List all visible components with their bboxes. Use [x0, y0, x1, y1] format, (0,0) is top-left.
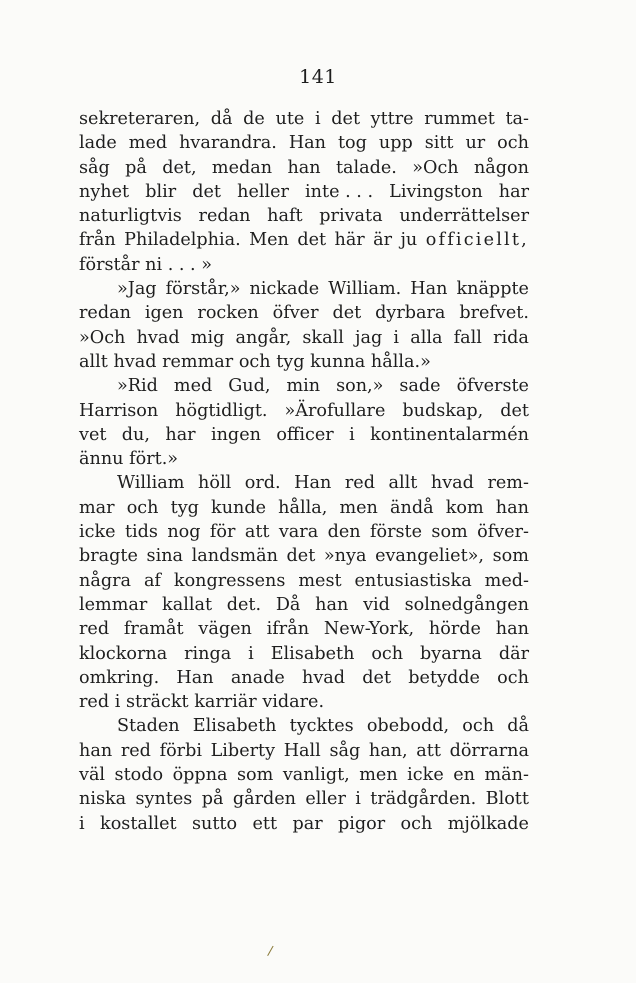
word: förbi	[159, 740, 202, 761]
word: här	[334, 230, 365, 251]
word: har	[498, 181, 529, 202]
text-line	[79, 301, 529, 325]
text-line	[79, 277, 529, 301]
word: Han	[176, 667, 214, 688]
word: icke	[79, 522, 116, 543]
word: red	[120, 740, 151, 761]
word: ord.	[244, 473, 281, 494]
word: blir	[145, 181, 177, 202]
word: kongressens	[173, 570, 286, 591]
word: förstår,»	[165, 279, 241, 300]
word: Han	[294, 473, 332, 494]
word: män-	[484, 765, 529, 786]
word: betydde	[408, 667, 480, 688]
text-line	[79, 812, 529, 836]
word: tog	[337, 133, 367, 154]
word: det.	[226, 594, 262, 615]
word: alla	[410, 327, 443, 348]
word: öfverste	[456, 376, 529, 397]
word: nog	[167, 522, 201, 543]
word: den	[327, 522, 361, 543]
word: brefvet.	[459, 303, 529, 324]
word: det,	[162, 157, 197, 178]
word: jag	[355, 327, 383, 348]
word: privata	[319, 206, 383, 227]
word: red	[344, 473, 375, 494]
word: William	[117, 473, 185, 494]
word: knäppte	[456, 279, 529, 300]
word: stodo	[114, 765, 164, 786]
word: officiellt,	[425, 230, 529, 251]
word: ingen	[210, 424, 261, 445]
word: allt	[79, 351, 108, 372]
word: hvad	[430, 473, 474, 494]
word: budskap,	[402, 400, 484, 421]
word: underrättelser	[399, 206, 529, 227]
word: Gud,	[228, 376, 271, 397]
word: det	[331, 109, 361, 129]
word: igen	[144, 303, 184, 324]
ink-mark: /	[266, 943, 274, 960]
word: i	[248, 643, 254, 664]
word: inte . . .	[305, 181, 374, 202]
word: mig	[190, 327, 225, 348]
word: du,	[121, 424, 150, 445]
text-line	[79, 180, 529, 204]
word: då	[507, 716, 529, 737]
word: »nya	[323, 546, 367, 567]
word: hörde	[428, 619, 481, 640]
word: högtidligt.	[175, 400, 268, 421]
word: talade.	[335, 157, 397, 178]
word: byarna	[420, 643, 482, 664]
word: tyg	[170, 497, 199, 518]
word: red	[79, 619, 110, 640]
text-line	[79, 228, 529, 252]
word: då	[210, 109, 233, 129]
word: Philadelphia.	[124, 230, 241, 251]
word: såg	[79, 157, 110, 178]
word: i	[314, 109, 321, 129]
word: tyg	[276, 351, 305, 372]
word: väl	[79, 765, 106, 786]
word: Hall	[283, 740, 321, 761]
word: »Rid	[117, 376, 158, 397]
word: entusiastiska	[354, 570, 472, 591]
word: ni . . . »	[145, 254, 213, 275]
word: dyrbara	[375, 303, 446, 324]
word: sitt	[424, 133, 454, 154]
word: han	[495, 619, 529, 640]
word: det	[297, 230, 327, 251]
text-line	[79, 666, 529, 690]
word: kallat	[162, 594, 213, 615]
word: någon	[473, 157, 529, 178]
word: vara	[278, 522, 319, 543]
word: hvad	[113, 351, 157, 372]
word: ur	[465, 133, 486, 154]
word: sekreteraren,	[79, 109, 201, 129]
word: lade	[79, 133, 117, 154]
word: höll	[198, 473, 232, 494]
text-line	[79, 253, 529, 277]
word: klockorna	[79, 643, 168, 664]
word: af	[143, 570, 161, 591]
word: de	[243, 109, 265, 129]
word: och	[400, 813, 433, 834]
word: tycktes	[289, 716, 354, 737]
word: han	[287, 157, 321, 178]
word: sina	[146, 546, 184, 567]
word: i	[393, 327, 400, 348]
word: rummet	[424, 109, 495, 129]
word: är	[373, 230, 393, 251]
word: på	[201, 789, 224, 810]
word: sutto	[192, 813, 238, 834]
word: han	[315, 594, 349, 615]
text-line	[79, 204, 529, 228]
word: och	[238, 351, 271, 372]
word: redan	[198, 206, 251, 227]
text-line	[79, 350, 529, 374]
word: Han	[288, 133, 326, 154]
text-line	[79, 399, 529, 423]
word: Liberty	[210, 740, 276, 761]
word: förstår	[79, 254, 140, 275]
text-line	[79, 544, 529, 568]
word: han	[79, 740, 113, 761]
word: kostallet	[100, 813, 177, 834]
word: Harrison	[79, 400, 159, 421]
text-line	[79, 520, 529, 544]
word: fall	[453, 327, 482, 348]
word: det	[192, 181, 221, 202]
word: Men	[249, 230, 289, 251]
text-line	[79, 642, 529, 666]
word: obebodd,	[366, 716, 450, 737]
word: och	[371, 643, 404, 664]
word: som	[237, 765, 274, 786]
word: medan	[211, 157, 273, 178]
word: mest	[298, 570, 342, 591]
text-line	[79, 690, 529, 714]
word: min	[286, 376, 321, 397]
word: mjölkade	[447, 813, 529, 834]
word: att	[244, 522, 270, 543]
word: »Och	[412, 157, 459, 178]
text-line	[79, 739, 529, 763]
word: vet	[79, 424, 107, 445]
body-text	[79, 107, 529, 836]
text-line	[79, 763, 529, 787]
text-line	[79, 131, 529, 155]
text-line	[79, 107, 529, 131]
text-line	[79, 787, 529, 811]
word: på	[125, 157, 147, 178]
text-line	[79, 496, 529, 520]
word: rem-	[487, 473, 529, 494]
word: remmar	[162, 351, 234, 372]
word: ju	[400, 230, 418, 251]
word: vägen	[198, 619, 252, 640]
word: Blott	[485, 789, 529, 810]
word: det	[286, 546, 316, 567]
word: icke	[407, 765, 444, 786]
text-line	[79, 326, 529, 350]
word: »Jag	[117, 279, 157, 300]
word: och	[497, 667, 529, 688]
word: Elisabeth	[270, 643, 355, 664]
word: från	[79, 230, 116, 251]
text-line	[79, 569, 529, 593]
word: att	[416, 740, 441, 761]
word: ute	[275, 109, 305, 129]
word: dörrarna	[449, 740, 529, 761]
word: han	[495, 497, 529, 518]
word: som	[492, 546, 529, 567]
word: landsmän	[191, 546, 278, 567]
word: det	[500, 400, 529, 421]
word: Staden	[117, 716, 180, 737]
word: Han	[410, 279, 448, 300]
word: med-	[484, 570, 529, 591]
word: red	[79, 692, 110, 713]
text-line	[79, 447, 529, 471]
word: ta-	[505, 109, 529, 129]
word: hålla.»	[370, 351, 431, 372]
text-line	[79, 156, 529, 180]
word: lemmar	[79, 594, 148, 615]
word: omkring.	[79, 667, 160, 688]
word: förste	[370, 522, 423, 543]
word: yttre	[370, 109, 414, 129]
word: med	[173, 376, 213, 397]
word: eller	[305, 789, 346, 810]
word: anade	[230, 667, 285, 688]
word: och	[462, 716, 495, 737]
text-line	[79, 374, 529, 398]
word: nickade	[249, 279, 320, 300]
word: ett	[252, 813, 278, 834]
word: några	[79, 570, 131, 591]
word: rocken	[197, 303, 259, 324]
word: fört.»	[129, 449, 179, 470]
text-line	[79, 617, 529, 641]
word: kunna	[310, 351, 366, 372]
text-line	[79, 471, 529, 495]
word: karriär	[194, 692, 257, 713]
word: har	[165, 424, 196, 445]
word: hvad	[302, 667, 346, 688]
word: kontinentalarmén	[370, 424, 529, 445]
word: öppna	[172, 765, 228, 786]
word: son,»	[336, 376, 384, 397]
word: såg	[329, 740, 361, 761]
text-line	[79, 423, 529, 447]
word: och	[497, 133, 529, 154]
word: Elisabeth	[192, 716, 277, 737]
word: nyhet	[79, 181, 130, 202]
word: angår,	[235, 327, 292, 348]
word: ännu	[79, 449, 124, 470]
word: haft	[267, 206, 303, 227]
word: det	[362, 667, 392, 688]
word: heller	[237, 181, 289, 202]
word: hvad	[136, 327, 180, 348]
word: William.	[328, 279, 402, 300]
word: Livingston	[389, 181, 483, 202]
word: naturligtvis	[79, 206, 182, 227]
word: kom	[445, 497, 484, 518]
word: det	[332, 303, 362, 324]
word: ringa	[184, 643, 232, 664]
word: för	[209, 522, 236, 543]
word: redan	[79, 303, 131, 324]
word: vanligt,	[282, 765, 350, 786]
word: tids	[124, 522, 158, 543]
word: i	[355, 789, 361, 810]
word: hvarandra.	[179, 133, 277, 154]
word: ifrån	[266, 619, 310, 640]
word: bragte	[79, 546, 138, 567]
word: solnedgången	[404, 594, 529, 615]
word: men	[339, 497, 378, 518]
word: »Ärofullare	[284, 400, 386, 421]
word: men	[359, 765, 398, 786]
word: »Och	[79, 327, 126, 348]
word: ändå	[390, 497, 434, 518]
word: som	[431, 522, 468, 543]
text-line	[79, 593, 529, 617]
word: öfver-	[477, 522, 529, 543]
word: vidare.	[262, 692, 325, 713]
word: framåt	[123, 619, 184, 640]
word: och	[126, 497, 159, 518]
word: i	[79, 813, 85, 834]
word: hålla,	[278, 497, 328, 518]
word: en	[453, 765, 475, 786]
word: evangeliet»,	[375, 546, 485, 567]
word: vid	[363, 594, 390, 615]
word: öfver	[272, 303, 319, 324]
word: sträckt	[125, 692, 189, 713]
word: han,	[368, 740, 408, 761]
page-number: 141	[299, 66, 337, 88]
word: officer	[276, 424, 334, 445]
word: sade	[399, 376, 441, 397]
word: kunde	[211, 497, 267, 518]
word: New-York,	[323, 619, 415, 640]
word: i	[349, 424, 355, 445]
word: upp	[378, 133, 413, 154]
word: Då	[275, 594, 301, 615]
word: syntes	[135, 789, 193, 810]
word: par	[292, 813, 323, 834]
word: skall	[302, 327, 344, 348]
word: gården	[232, 789, 297, 810]
word: med	[128, 133, 168, 154]
word: där	[498, 643, 529, 664]
word: niska	[79, 789, 127, 810]
word: i	[114, 692, 121, 713]
word: pigor	[338, 813, 386, 834]
word: allt	[388, 473, 418, 494]
word: rida	[493, 327, 529, 348]
word: mar	[79, 497, 115, 518]
word: trädgården.	[370, 789, 477, 810]
text-line	[79, 714, 529, 738]
